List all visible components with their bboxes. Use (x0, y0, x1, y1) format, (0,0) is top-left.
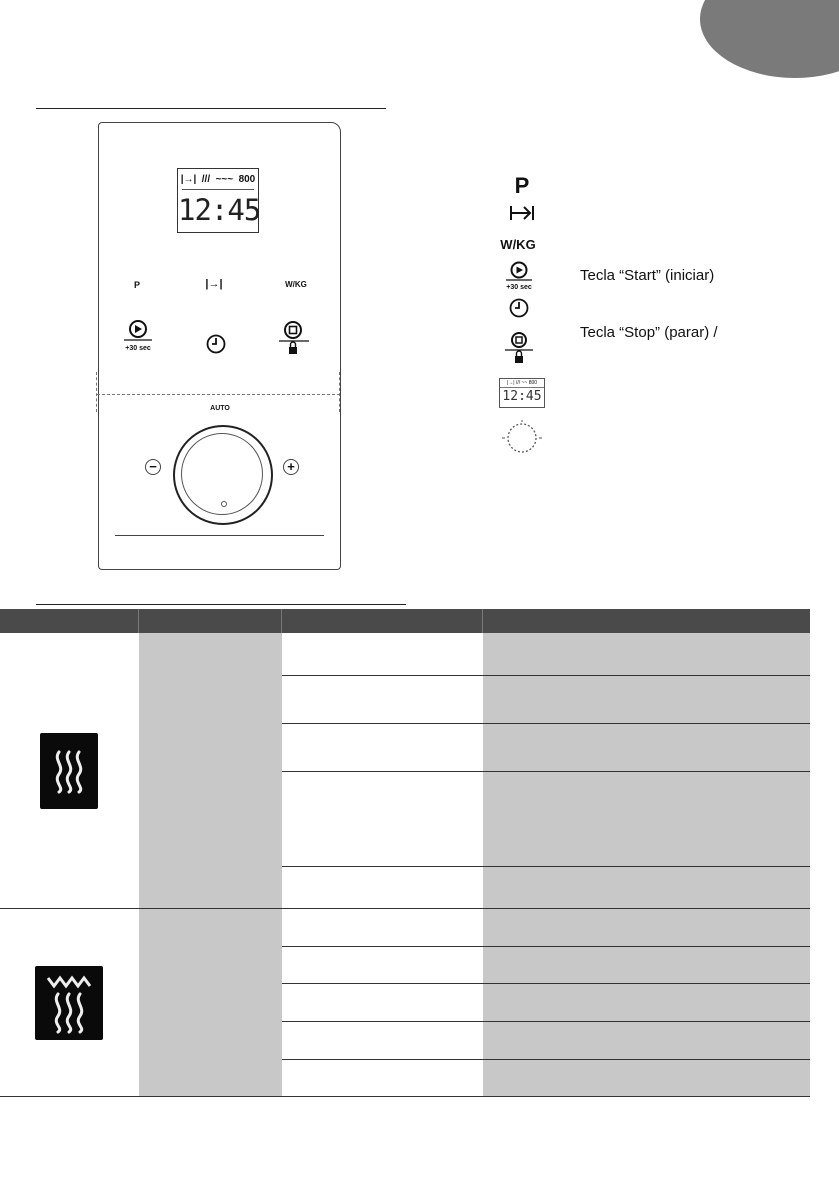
table-cell (483, 947, 811, 984)
section-rule-top (36, 108, 386, 109)
cooking-modes-table (0, 609, 810, 1097)
mode-icon-cell (0, 909, 139, 1097)
lcd-timer-indicator: |→| (180, 173, 197, 185)
table-cell (483, 1022, 811, 1060)
mode-name-cell (139, 909, 282, 1097)
table-cell (282, 909, 483, 947)
table-cell (282, 947, 483, 984)
table-cell (282, 676, 483, 724)
divider-dashed (97, 394, 340, 395)
start-sub-label: +30 sec (125, 345, 151, 352)
table-cell (282, 1022, 483, 1060)
timer-button[interactable]: |→| (205, 278, 223, 290)
table-header-row (0, 609, 810, 633)
table-cell (282, 867, 483, 909)
power-button[interactable]: P (133, 280, 140, 290)
legend-dial-icon (499, 418, 545, 458)
lcd-grill-indicator: /// (201, 173, 211, 185)
lcd-time: 12:45 (178, 193, 261, 227)
dashed-edge-left (96, 372, 97, 412)
clock-button-icon[interactable] (205, 333, 227, 355)
dashed-edge-right (339, 372, 340, 412)
table-header-cell (282, 609, 483, 633)
play-icon (122, 319, 154, 341)
table-cell (483, 1060, 811, 1097)
legend-wkg-icon: W/KG (500, 236, 536, 252)
mode-icon-cell (0, 633, 139, 909)
table-cell (282, 633, 483, 676)
table-cell (483, 867, 811, 909)
legend-lcd-time: 12:45 (502, 389, 542, 404)
weight-button[interactable]: W/KG (285, 280, 307, 289)
legend-start-sub: +30 sec (506, 284, 532, 291)
table-cell (282, 724, 483, 772)
table-cell (282, 772, 483, 867)
panel-bottom-line (115, 535, 324, 536)
table-row (0, 633, 810, 676)
table-cell (282, 984, 483, 1022)
mode-name-cell (139, 633, 282, 909)
table-cell (483, 772, 811, 867)
legend-stop-lock-icon (504, 330, 534, 368)
grill-mode-icon (40, 733, 98, 809)
table-cell (483, 909, 811, 947)
play-icon (504, 261, 534, 281)
table-cell (483, 633, 811, 676)
auto-label: AUTO (210, 405, 230, 412)
legend-start-icon (504, 261, 534, 293)
table-header-cell (139, 609, 282, 633)
table-header-cell (483, 609, 811, 633)
table-header-cell (0, 609, 139, 633)
legend-p-icon: P (514, 173, 530, 198)
microwave-grill-mode-icon (35, 966, 103, 1040)
stop-lock-button-icon[interactable] (277, 319, 311, 359)
table-cell (483, 984, 811, 1022)
legend-start-text: Tecla “Start” (iniciar) (580, 267, 715, 284)
start-button[interactable] (122, 319, 154, 353)
chapter-tab (700, 0, 839, 78)
plus-button[interactable]: + (283, 459, 299, 475)
table-cell (282, 1060, 483, 1097)
table-cell (483, 724, 811, 772)
legend-clock-icon (508, 297, 530, 319)
table-row (0, 909, 810, 947)
dial-knob[interactable] (173, 425, 273, 525)
lcd-micro-indicator: ~~~ (215, 173, 234, 185)
control-panel-illustration (98, 122, 341, 570)
lcd-display (177, 168, 259, 233)
legend-timer-icon (508, 203, 536, 223)
legend-lcd-icon (499, 378, 545, 408)
legend-stop-text: Tecla “Stop” (parar) / (580, 324, 718, 341)
minus-button[interactable]: − (145, 459, 161, 475)
table-cell (483, 676, 811, 724)
section-rule-bottom (36, 604, 406, 605)
legend-lcd-top: |→| /// ~~ 800 (500, 379, 544, 388)
lcd-power-indicator: 800 (238, 173, 256, 185)
